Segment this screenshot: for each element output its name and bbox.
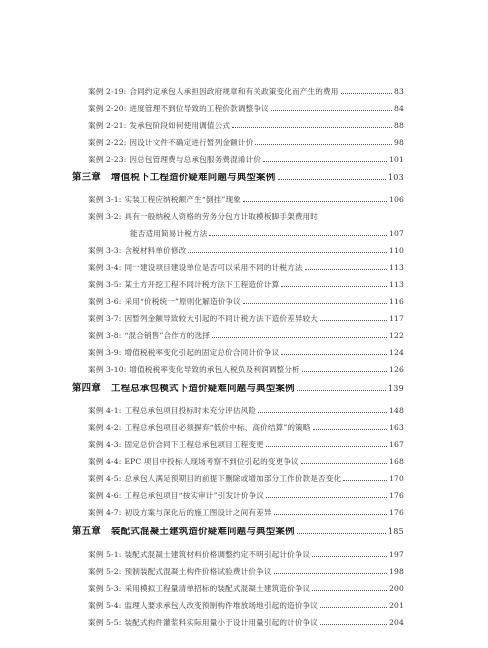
page-number: 103	[387, 173, 404, 182]
chapter-heading[interactable]	[72, 384, 404, 394]
case-number: 案例 3-3:	[88, 246, 122, 255]
case-number: 案例 4-1:	[88, 406, 122, 415]
case-number: 案例 3-7:	[88, 314, 122, 323]
case-number: 案例 4-2:	[88, 423, 122, 432]
page-number: 113	[389, 263, 404, 272]
case-number: 案例 3-6:	[88, 297, 122, 306]
chapter-title: 工程总承包模式下造价疑难问题与典型案例	[111, 384, 295, 394]
case-title: 因总包管理费与总承包服务费混淆计价	[129, 155, 262, 164]
page-number: 117	[389, 314, 404, 323]
page-number: 163	[389, 423, 404, 432]
case-title: 同一建设项目建设单位是否可以采用不同的计税方法	[124, 263, 303, 272]
toc-entry[interactable]	[88, 618, 404, 628]
page-number: 204	[389, 618, 404, 627]
case-title: 工程总承包项目“按实审计”引发计价争议	[124, 491, 265, 500]
dot-leader	[243, 200, 387, 202]
page-number: 176	[389, 508, 404, 517]
case-number: 案例 2-20:	[88, 104, 127, 113]
dot-leader	[266, 496, 387, 498]
toc-entry[interactable]	[88, 263, 404, 273]
toc-entry[interactable]	[88, 440, 404, 450]
toc-entry[interactable]	[88, 474, 404, 484]
page-number: 124	[389, 348, 404, 357]
page-number: 185	[387, 527, 404, 536]
dot-leader	[320, 606, 387, 608]
chapter-title: 装配式混凝土建筑造价疑难问题与典型案例	[111, 527, 295, 537]
case-title: EPC 项目中投标人现场考察不到位引起的变更争议	[124, 457, 299, 466]
dot-leader	[255, 143, 392, 145]
case-title: 因设计文件不确定进行暂列金额计价	[129, 138, 254, 147]
chapter-number: 第五章	[72, 526, 102, 537]
toc-entry[interactable]	[88, 331, 404, 341]
dot-leader	[343, 479, 387, 481]
dot-leader	[281, 353, 387, 355]
case-title: 某土方开挖工程不同计税方法下工程造价计算	[124, 280, 280, 289]
toc-entry[interactable]	[88, 491, 404, 501]
case-number: 案例 5-4:	[88, 601, 122, 610]
toc-entry[interactable]	[88, 406, 404, 416]
toc-entry[interactable]	[88, 195, 404, 205]
dot-leader	[258, 411, 387, 413]
case-number: 案例 4-5:	[88, 474, 122, 483]
case-title: 初设方案与深化后的施工图设计之间有差异	[124, 508, 272, 517]
dot-leader	[274, 513, 387, 515]
case-number: 案例 5-3:	[88, 584, 122, 593]
case-number: 案例 2-19:	[88, 87, 127, 96]
case-number: 案例 3-10:	[88, 365, 127, 374]
case-number: 案例 4-6:	[88, 491, 122, 500]
toc-entry[interactable]	[88, 550, 404, 560]
case-number: 案例 5-1:	[88, 550, 122, 559]
page-number: 170	[389, 474, 404, 483]
page-number: 198	[389, 567, 404, 576]
dot-leader	[232, 126, 392, 128]
page-number: 116	[389, 297, 404, 306]
dot-leader	[278, 178, 386, 180]
page-number: 84	[394, 104, 404, 113]
case-number: 案例 2-21:	[88, 121, 127, 130]
case-number: 案例 4-4:	[88, 457, 122, 466]
toc-entry[interactable]	[88, 280, 404, 290]
case-number: 案例 4-3:	[88, 440, 122, 449]
page-number: 88	[394, 121, 404, 130]
case-title: 工程总承包项目必须摒弃“低价中标、高价结算”的策略	[124, 423, 311, 432]
case-number: 案例 3-5:	[88, 280, 122, 289]
case-number: 案例 5-2:	[88, 567, 122, 576]
page-number: 200	[389, 584, 404, 593]
case-title: 预制装配式混凝土构件价格试验费计价争议	[124, 567, 272, 576]
toc-entry[interactable]	[88, 314, 404, 324]
case-title: 总承包人满足预期目的前提下删除或增加部分工作价款是否变化	[124, 474, 342, 483]
case-number: 案例 3-4:	[88, 263, 122, 272]
chapter-number: 第三章	[72, 172, 102, 183]
toc-entry[interactable]	[88, 246, 404, 256]
case-title: 采用模拟工程量清单招标的装配式混凝土建筑造价争议	[124, 584, 311, 593]
toc-entry[interactable]	[88, 348, 404, 358]
page-number: 148	[389, 406, 404, 415]
case-title: 发承包阶段如何使用调值公式	[129, 121, 231, 130]
dot-leader	[243, 302, 387, 304]
chapter-heading[interactable]	[72, 173, 404, 183]
dot-leader	[320, 319, 387, 321]
toc-entry[interactable]	[88, 584, 404, 594]
chapter-title: 增值税下工程造价疑难问题与典型案例	[111, 173, 276, 183]
toc-entry[interactable]	[88, 457, 404, 467]
case-number: 案例 3-1:	[88, 195, 122, 204]
toc-entry[interactable]	[88, 155, 404, 165]
toc-entry[interactable]	[88, 601, 404, 611]
dot-leader	[274, 572, 387, 574]
page-number: 139	[387, 384, 404, 393]
toc-entry[interactable]	[88, 212, 404, 222]
dot-leader	[297, 389, 386, 391]
page-number: 197	[389, 550, 404, 559]
toc-entry[interactable]	[88, 138, 404, 148]
page-number: 101	[389, 155, 404, 164]
case-title: “混合销售”合作方的选择	[124, 331, 210, 340]
page-number: 168	[389, 457, 404, 466]
dot-leader	[305, 268, 387, 270]
chapter-number: 第四章	[72, 383, 102, 394]
page-number: 176	[389, 491, 404, 500]
case-title: 因暂列金额导致较大引起的不同计税方法下造价差异较大	[124, 314, 319, 323]
page-number: 113	[389, 280, 404, 289]
toc-entry[interactable]	[88, 365, 404, 375]
case-title: 具有一般纳税人资格的劳务分包方计取模板脚手架费用时	[124, 212, 319, 221]
toc-entry[interactable]	[88, 508, 404, 518]
case-title: 固定总价合同下工程总承包项目工程变更	[124, 440, 264, 449]
toc-entry[interactable]	[88, 104, 404, 114]
dot-leader	[320, 623, 387, 625]
page-number: 201	[389, 601, 404, 610]
case-title: 监理人要求承包人改变预制构件堆放场地引起的造价争议	[124, 601, 319, 610]
page-number: 110	[389, 246, 404, 255]
dot-leader	[312, 555, 387, 557]
case-number: 案例 3-2:	[88, 212, 122, 221]
dot-leader	[266, 445, 387, 447]
case-number: 案例 4-7:	[88, 508, 122, 517]
dot-leader	[281, 285, 387, 287]
page-number: 106	[389, 195, 404, 204]
case-title: 装配式构件灌浆料实际用量小于设计用量引起的计价争议	[124, 618, 319, 627]
toc-entry[interactable]	[88, 423, 404, 433]
case-title: 装配式混凝土建筑材料价格调整约定不明引起计价争议	[124, 550, 311, 559]
dot-leader	[271, 109, 392, 111]
dot-leader	[297, 532, 386, 534]
case-number: 案例 5-5:	[88, 618, 122, 627]
toc-entry-continuation[interactable]	[130, 229, 404, 239]
chapter-heading[interactable]	[72, 527, 404, 537]
case-number: 案例 2-23:	[88, 155, 127, 164]
dot-leader	[212, 336, 387, 338]
dot-leader	[302, 370, 387, 372]
case-title: 采用“价税统一”原则化解造价争议	[124, 297, 241, 306]
case-number: 案例 3-8:	[88, 331, 122, 340]
case-title: 含税材料单价修改	[124, 246, 187, 255]
toc-entry[interactable]	[88, 121, 404, 131]
case-title: 增值税税率变化导致的承包人税负及利润调整分析	[129, 365, 300, 374]
case-title: 能否适用简易计税方法	[130, 229, 208, 238]
page-number: 98	[394, 138, 404, 147]
case-number: 案例 2-22:	[88, 138, 127, 147]
page-number: 126	[389, 365, 404, 374]
dot-leader	[341, 92, 393, 94]
case-title: 工程总承包项目投标时未充分评估风险	[124, 406, 257, 415]
dot-leader	[301, 462, 387, 464]
page-number: 122	[389, 331, 404, 340]
case-title: 增值税税率变化引起的固定总价合同计价争议	[124, 348, 280, 357]
dot-leader	[188, 251, 387, 253]
dot-leader	[209, 234, 387, 236]
toc-entry[interactable]	[88, 87, 404, 97]
dot-leader	[312, 589, 387, 591]
page-number: 83	[394, 87, 404, 96]
dot-leader	[263, 160, 387, 162]
dot-leader	[313, 428, 387, 430]
case-title: 进度管理不到位导致的工程价款调整争议	[129, 104, 269, 113]
case-number: 案例 3-9:	[88, 348, 122, 357]
page-number: 167	[389, 440, 404, 449]
case-title: 实装工程应纳税额产生“倒挂”现象	[124, 195, 241, 204]
page-number: 107	[389, 229, 404, 238]
case-title: 合同约定承包人承担因政府规章和有关政策变化而产生的费用	[129, 87, 339, 96]
toc-entry[interactable]	[88, 297, 404, 307]
toc-entry[interactable]	[88, 567, 404, 577]
